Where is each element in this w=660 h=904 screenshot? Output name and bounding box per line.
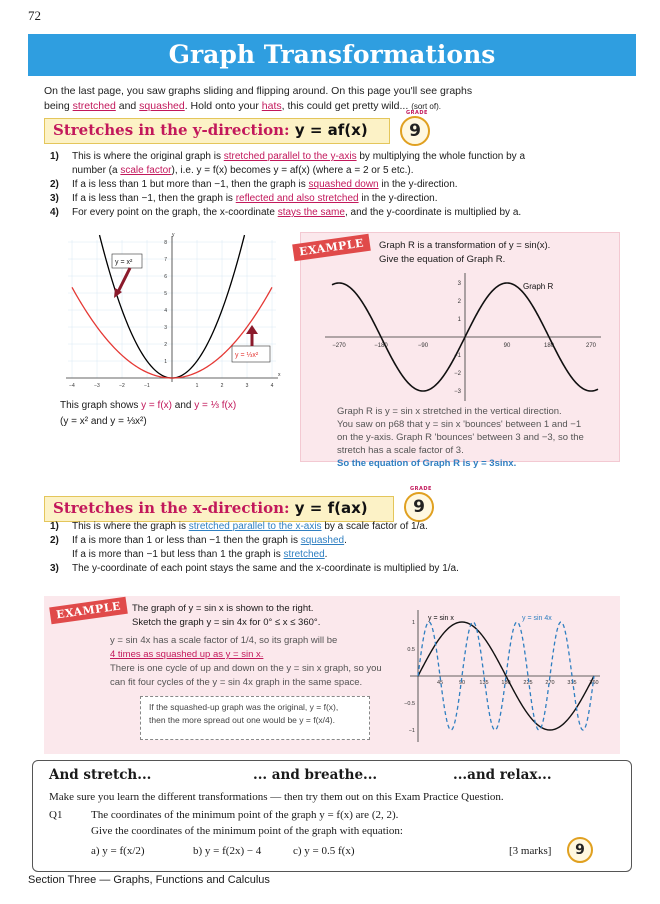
y-stretch-rules bbox=[50, 150, 620, 220]
intro-sortof: (sort of). bbox=[411, 102, 441, 111]
example-box-graph-r bbox=[298, 232, 620, 469]
y-tick-labels bbox=[454, 281, 462, 395]
graph-r-plot bbox=[325, 273, 605, 401]
section-equation: y = f(ax) bbox=[294, 499, 368, 517]
page-number: 72 bbox=[28, 8, 41, 23]
x-tick-label: 360 bbox=[589, 680, 599, 686]
y-tick-label: 1 bbox=[164, 359, 167, 365]
list-item bbox=[50, 164, 620, 178]
item-text: . bbox=[344, 535, 347, 546]
y-tick-label: −0.5 bbox=[404, 701, 415, 707]
y-tick-label: 6 bbox=[164, 274, 167, 280]
explanation-line: can fit four cycles of the y = sin 4x graph in the same space. bbox=[110, 677, 363, 688]
question-text: The coordinates of the minimum point of the graph y = f(x) are (2, 2). bbox=[91, 809, 399, 821]
x-tick-label: −270 bbox=[332, 343, 346, 349]
question-part-c: c) y = 0.5 f(x) bbox=[293, 845, 355, 857]
y-tick-label: 5 bbox=[164, 291, 167, 297]
y-tick-label: 0.5 bbox=[407, 647, 415, 653]
footer: Section Three — Graphs, Functions and Calculus bbox=[28, 874, 270, 886]
item-text: , and the y-coordinate is multiplied by a. bbox=[344, 207, 522, 218]
item-highlight: stretched bbox=[283, 549, 325, 560]
y-tick-labels bbox=[164, 240, 167, 365]
item-number: 3) bbox=[50, 563, 59, 574]
section-title: Stretches in the y-direction: bbox=[53, 121, 290, 139]
grade-badge bbox=[567, 837, 593, 863]
y-tick-label: −1 bbox=[408, 728, 415, 734]
x-tick-label: 2 bbox=[220, 383, 224, 389]
exam-practice-box bbox=[32, 760, 632, 872]
item-number: 3) bbox=[50, 193, 59, 204]
item-highlight: squashed down bbox=[308, 179, 379, 190]
explanation-line: y = sin 4x has a scale factor of 1/4, so its graph will be bbox=[110, 635, 338, 646]
item-number: 1) bbox=[50, 521, 59, 532]
x-tick-label: 45 bbox=[436, 680, 444, 686]
section-heading-x-stretch bbox=[44, 496, 394, 522]
x-tick-label: 1 bbox=[195, 383, 199, 389]
x-tick-label: −2 bbox=[119, 383, 125, 389]
grade-label: GRADE bbox=[410, 486, 432, 492]
item-text: number (a bbox=[72, 165, 121, 176]
item-text: If a is more than −1 but less than 1 the graph is bbox=[72, 549, 284, 560]
y-tick-label: −3 bbox=[454, 389, 461, 395]
x-tick-label: −1 bbox=[144, 383, 150, 389]
x-tick-label: 225 bbox=[523, 680, 533, 686]
caption-third-fx: y = ⅓ f(x) bbox=[194, 400, 237, 411]
item-text: in the y-direction. bbox=[378, 179, 458, 190]
x-tick-label: 4 bbox=[270, 383, 274, 389]
y-axis-label: y bbox=[172, 232, 175, 238]
question-number: Q1 bbox=[49, 809, 63, 821]
item-text: If a is less than 1 but more than −1, then the graph is bbox=[72, 179, 309, 190]
list-item bbox=[50, 534, 620, 548]
x-tick-label: −180 bbox=[374, 343, 388, 349]
x-tick-label: −4 bbox=[69, 383, 75, 389]
y-tick-label: −2 bbox=[454, 371, 461, 377]
item-highlight: stretched parallel to the y-axis bbox=[223, 151, 357, 162]
grade-label: GRADE bbox=[406, 110, 428, 116]
explanation-line: 4 times as squashed up as y = sin x. bbox=[110, 649, 264, 660]
example-question bbox=[379, 239, 550, 267]
exam-instruction: Make sure you learn the different transformations — then try them out on this Exam Practice Question. bbox=[49, 791, 504, 803]
example-box-sin4x bbox=[44, 596, 620, 754]
sin-graphs-plot bbox=[404, 606, 604, 746]
exam-heading-1: And stretch... bbox=[49, 767, 152, 783]
list-item bbox=[50, 206, 620, 220]
example-answer bbox=[337, 405, 617, 470]
question-line: Give the equation of Graph R. bbox=[379, 254, 506, 265]
graph-r-label: Graph R bbox=[523, 282, 554, 291]
intro-text-and: and bbox=[115, 100, 140, 112]
x-axis-label: x bbox=[278, 372, 281, 378]
grade-badge bbox=[400, 110, 430, 146]
y-tick-label: 3 bbox=[164, 325, 167, 331]
grade-value: 9 bbox=[409, 121, 421, 141]
answer-line: Graph R is y = sin x stretched in the vertical direction. bbox=[337, 406, 562, 417]
marks-label: [3 marks] bbox=[509, 845, 552, 857]
x-tick-label: −3 bbox=[94, 383, 100, 389]
example-question bbox=[132, 602, 320, 630]
question-line: Sketch the graph y = sin 4x for 0° ≤ x ≤ 360°. bbox=[132, 617, 321, 628]
item-highlight: reflected and also stretched bbox=[235, 193, 359, 204]
x-tick-label: 270 bbox=[545, 680, 555, 686]
item-text: . bbox=[324, 549, 328, 560]
legend-sin-x: y = sin x bbox=[428, 615, 454, 622]
intro-hats: hats bbox=[261, 100, 282, 112]
question-part-a: a) y = f(x/2) bbox=[91, 845, 145, 857]
caption-text: and bbox=[172, 400, 195, 411]
list-item bbox=[50, 562, 620, 576]
item-number: 1) bbox=[50, 151, 59, 162]
intro-line-1: On the last page, you saw graphs sliding and flipping around. On this page you'll see graphs bbox=[44, 85, 473, 97]
section-equation: y = af(x) bbox=[294, 121, 368, 139]
y-tick-label: 1 bbox=[411, 620, 415, 626]
list-item bbox=[50, 150, 620, 164]
label-a: y = x² bbox=[115, 259, 133, 266]
caption-text: This graph shows bbox=[60, 400, 142, 411]
y-tick-label: 1 bbox=[457, 317, 461, 323]
item-text: This is where the original graph is bbox=[72, 151, 224, 162]
intro-text-b: . Hold onto your bbox=[184, 100, 262, 112]
list-item bbox=[50, 548, 620, 562]
list-item bbox=[50, 520, 620, 534]
x-tick-label: 270 bbox=[585, 343, 597, 349]
intro-squashed: squashed bbox=[139, 100, 185, 112]
caption-fx: y = f(x) bbox=[141, 400, 172, 411]
x-tick-label: 3 bbox=[245, 383, 249, 389]
grade-value: 9 bbox=[413, 497, 425, 517]
list-item bbox=[50, 178, 620, 192]
x-tick-label: −90 bbox=[417, 343, 429, 349]
x-tick-labels bbox=[69, 383, 273, 389]
item-number bbox=[50, 164, 72, 178]
page-title: Graph Transformations bbox=[28, 34, 636, 76]
item-text: If a is more than 1 or less than −1 then the graph is bbox=[72, 535, 301, 546]
item-highlight: stays the same bbox=[277, 207, 345, 218]
y-tick-label: −1 bbox=[454, 353, 461, 359]
item-text: ), i.e. y = f(x) becomes y = af(x) (where a = 2 or 5 etc.). bbox=[171, 165, 414, 176]
answer-line: on the y-axis. Graph R 'bounces' between 3 and −3, so the bbox=[337, 432, 584, 443]
exam-heading-3: ...and relax... bbox=[453, 767, 552, 783]
y-tick-label: 2 bbox=[164, 342, 167, 348]
question-line: The graph of y = sin x is shown to the right. bbox=[132, 603, 314, 614]
item-text: If a is less than −1, then the graph is bbox=[72, 193, 236, 204]
x-tick-labels bbox=[332, 343, 596, 349]
grade-value: 9 bbox=[575, 842, 585, 858]
y-tick-label: 8 bbox=[164, 240, 167, 246]
y-tick-label: 4 bbox=[164, 308, 167, 314]
item-text: The y-coordinate of each point stays the same and the x-coordinate is multiplied by 1/a. bbox=[72, 563, 459, 574]
intro-text-a: being bbox=[44, 100, 73, 112]
tip-box bbox=[140, 696, 370, 740]
y-tick-label: 2 bbox=[457, 299, 461, 305]
item-highlight: scale factor bbox=[120, 165, 172, 176]
answer-line: stretch has a scale factor of 3. bbox=[337, 445, 464, 456]
item-highlight: squashed bbox=[300, 535, 345, 546]
intro-line-2 bbox=[44, 99, 624, 114]
answer-line: You saw on p68 that y = sin x 'bounces' between 1 and −1 bbox=[337, 419, 582, 430]
item-text: For every point on the graph, the x-coordinate bbox=[72, 207, 278, 218]
arrow-a bbox=[118, 268, 130, 292]
graph-caption bbox=[60, 398, 280, 430]
x-tick-label: 180 bbox=[543, 343, 555, 349]
x-stretch-rules bbox=[50, 520, 620, 576]
tip-line: If the squashed-up graph was the original, y = f(x), bbox=[149, 702, 339, 712]
item-highlight: stretched parallel to the x-axis bbox=[188, 521, 322, 532]
item-text: by a scale factor of 1/a. bbox=[321, 521, 428, 532]
item-number: 2) bbox=[50, 535, 59, 546]
question-part-b: b) y = f(2x) − 4 bbox=[193, 845, 262, 857]
question-line: Graph R is a transformation of y = sin(x). bbox=[379, 240, 551, 251]
example-tag: EXAMPLE bbox=[49, 597, 128, 625]
item-text: This is where the graph is bbox=[72, 521, 189, 532]
grade-badge bbox=[404, 486, 434, 522]
item-number bbox=[50, 548, 72, 562]
list-item bbox=[50, 192, 620, 206]
label-b: y = ⅓x² bbox=[235, 352, 259, 359]
example-explanation bbox=[110, 634, 400, 690]
question-text: Give the coordinates of the minimum point of the graph with equation: bbox=[91, 825, 403, 837]
y-tick-label: 3 bbox=[457, 281, 461, 287]
x-tick-label: 90 bbox=[503, 343, 511, 349]
y-tick-label: 7 bbox=[164, 257, 167, 263]
legend-sin-4x: y = sin 4x bbox=[522, 615, 552, 622]
item-text: in the y-direction. bbox=[358, 193, 438, 204]
intro-text bbox=[44, 84, 624, 114]
intro-stretched: stretched bbox=[72, 100, 116, 112]
caption-line-2: (y = x² and y = ⅓x²) bbox=[60, 416, 147, 427]
explanation-line: There is one cycle of up and down on the y = sin x graph, so you bbox=[110, 663, 382, 674]
x-tick-label: 180 bbox=[501, 680, 511, 686]
x-tick-label: 135 bbox=[479, 680, 489, 686]
answer-conclusion: So the equation of Graph R is y = 3sinx. bbox=[337, 458, 517, 469]
tip-line: then the more spread out one would be y = f(x/4). bbox=[149, 715, 335, 725]
item-text: by multiplying the whole function by a bbox=[356, 151, 526, 162]
parabola-graph bbox=[60, 232, 284, 392]
x-tick-label: 90 bbox=[458, 680, 466, 686]
caption-line-1 bbox=[60, 398, 280, 414]
section-heading-y-stretch bbox=[44, 118, 390, 144]
item-number: 2) bbox=[50, 179, 59, 190]
exam-heading-2: ... and breathe... bbox=[253, 767, 378, 783]
x-tick-label: 315 bbox=[567, 680, 577, 686]
section-title: Stretches in the x-direction: bbox=[53, 499, 290, 517]
y-tick-labels bbox=[404, 620, 415, 734]
intro-text-c: , this could get pretty wild... bbox=[281, 100, 412, 112]
item-number: 4) bbox=[50, 207, 59, 218]
example-tag: EXAMPLE bbox=[292, 234, 371, 262]
